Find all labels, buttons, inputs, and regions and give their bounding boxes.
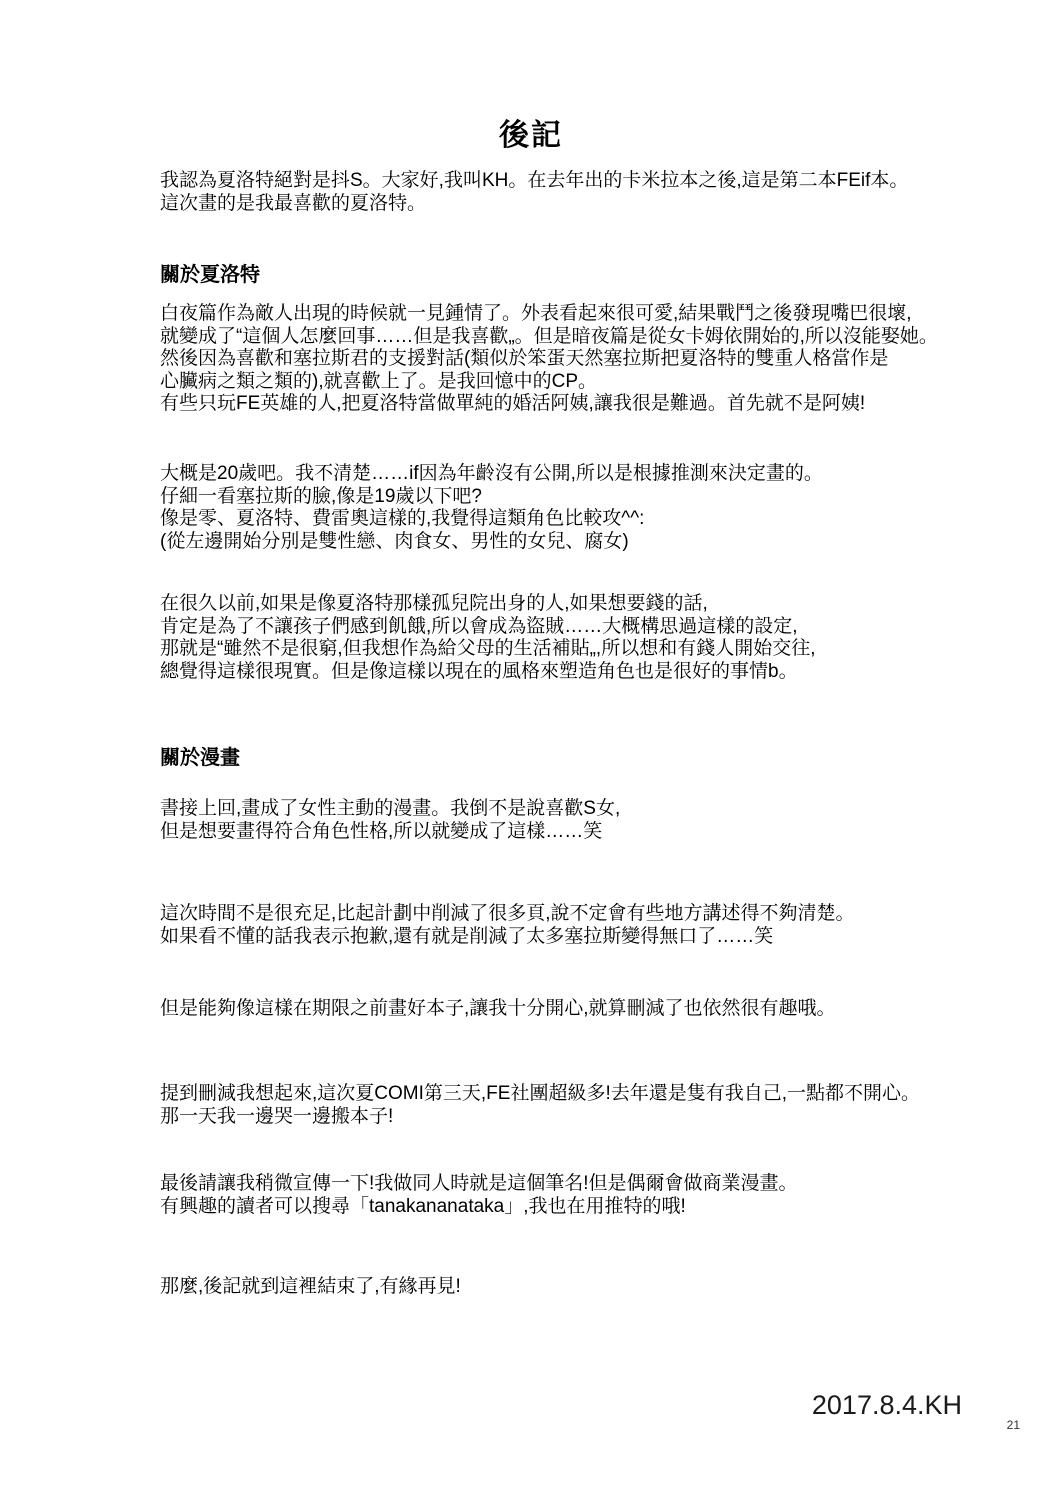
section-heading-about-manga: 關於漫畫 <box>160 747 240 769</box>
charlotte-paragraph-3: 在很久以前,如果是像夏洛特那樣孤兒院出身的人,如果想要錢的話, 肯定是為了不讓孩子們感到飢餓,所以會成為盜賊……大概構思過這樣的設定, 那就是“雖然不是很窮,但我想作為給父母的生活補貼„,所以想和有錢人開始交往, 總覺得這樣很現實。但是像這樣以現在的風格來塑造角色也是很好的事情b。 <box>160 593 816 682</box>
promo-paragraph: 最後請讓我稍微宣傳一下!我做同人時就是這個筆名!但是偶爾會做商業漫畫。 有興趣的讀者可以搜尋「tanakananataka」,我也在用推特的哦! <box>160 1173 798 1217</box>
charlotte-paragraph-1: 白夜篇作為敵人出現的時候就一見鍾情了。外表看起來很可愛,結果戰鬥之後發現嘴巴很壞, 就變成了“這個人怎麼回事……但是我喜歡„。但是暗夜篇是從女卡姆依開始的,所以沒能娶她。 然後因為喜歡和塞拉斯君的支援對話(類似於笨蛋天然塞拉斯把夏洛特的雙重人格當作是 心臟病之類之類的),就喜歡上了。是我回憶中的CP。 有些只玩FE英雄的人,把夏洛特當做單純的婚活阿姨,讓我很是難過。首先就不是阿姨! <box>160 303 938 414</box>
manga-paragraph-4: 提到刪減我想起來,這次夏COMI第三天,FE社團超級多!去年還是隻有我自己,一點都不開心。 那一天我一邊哭一邊搬本子! <box>160 1083 921 1127</box>
manga-paragraph-3: 但是能夠像這樣在期限之前畫好本子,讓我十分開心,就算刪減了也依然很有趣哦。 <box>160 998 836 1019</box>
date-signature: 2017.8.4.KH <box>811 1390 962 1420</box>
closing-paragraph: 那麼,後記就到這裡結束了,有緣再見! <box>160 1276 461 1297</box>
section-heading-about-charlotte: 關於夏洛特 <box>160 264 260 286</box>
charlotte-paragraph-2: 大概是20歲吧。我不清楚……if因為年齡沒有公開,所以是根據推測來決定畫的。 仔細一看塞拉斯的臉,像是19歲以下吧? 像是零、夏洛特、費雷奧這樣的,我覺得這類角色比較攻^^: (從左邊開始分別是雙性戀、肉食女、男性的女兒、腐女) <box>160 463 823 552</box>
page-number: 21 <box>1006 1418 1020 1432</box>
intro-paragraph: 我認為夏洛特絕對是抖S。大家好,我叫KH。在去年出的卡米拉本之後,這是第二本FEif本。 這次畫的是我最喜歡的夏洛特。 <box>160 170 909 214</box>
manga-paragraph-1: 書接上回,畫成了女性主動的漫畫。我倒不是說喜歡S女, 但是想要畫得符合角色性格,所以就變成了這樣……笑 <box>160 798 621 842</box>
page-title: 後記 <box>499 119 563 152</box>
manga-paragraph-2: 這次時間不是很充足,比起計劃中削減了很多頁,說不定會有些地方講述得不夠清楚。 如果看不懂的話我表示抱歉,還有就是削減了太多塞拉斯變得無口了……笑 <box>160 903 855 947</box>
